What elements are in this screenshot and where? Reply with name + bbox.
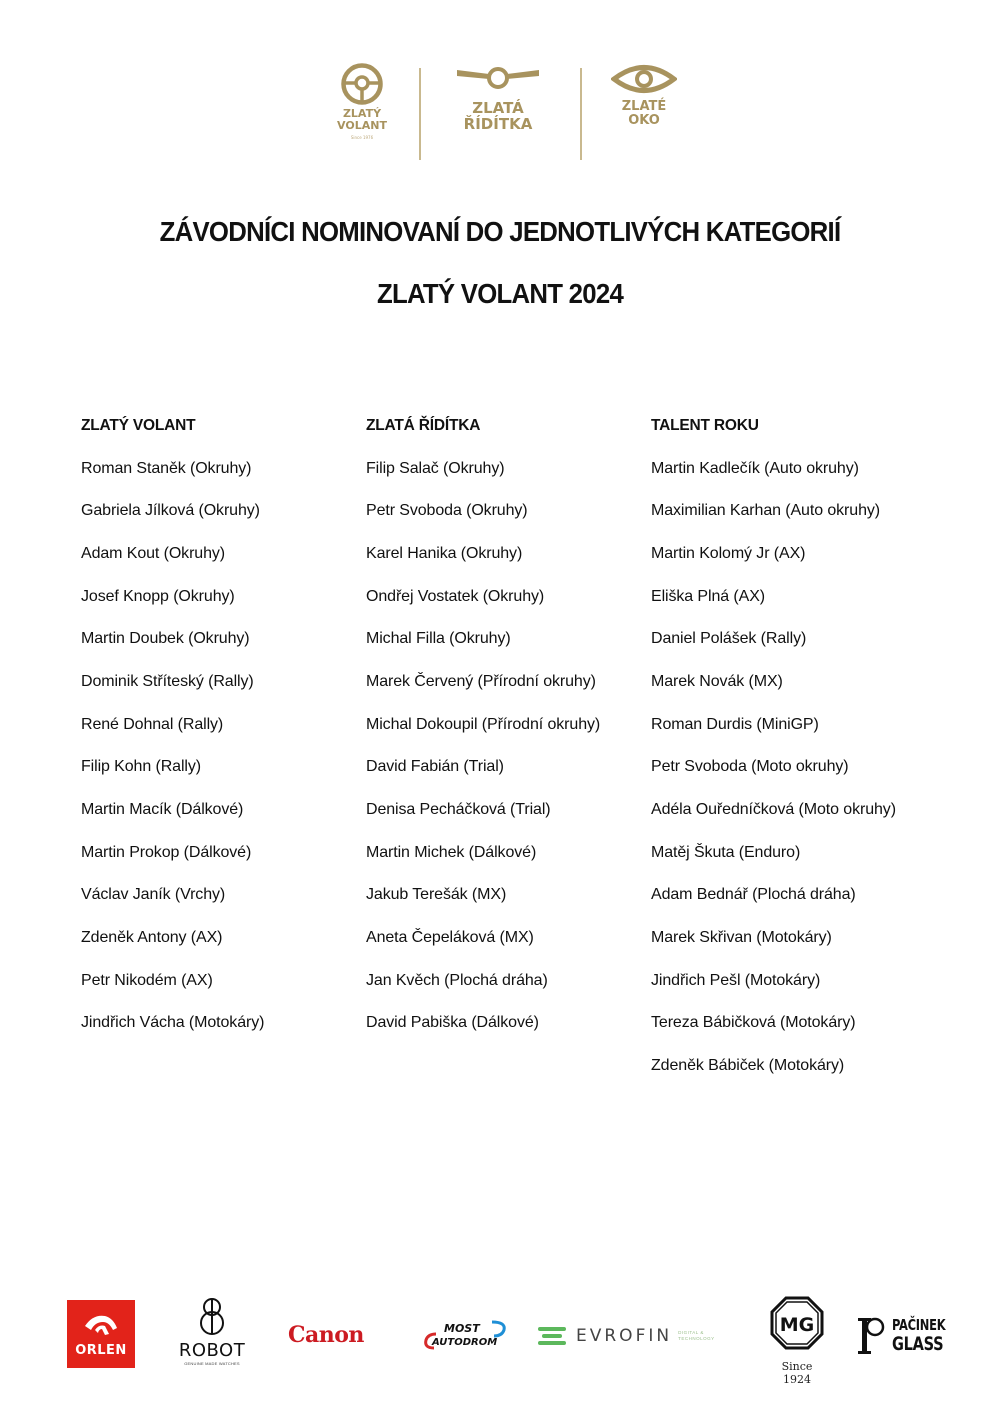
- nominee: Daniel Polášek (Rally): [651, 630, 807, 648]
- pacinek-line2: GLASS: [892, 1332, 944, 1355]
- pacinek-line1: PAČINEK: [892, 1315, 946, 1334]
- nominee: Jan Kvěch (Plochá dráha): [366, 971, 548, 989]
- robot-label: ROBOT: [178, 1340, 246, 1361]
- nominee: Ondřej Vostatek (Okruhy): [366, 587, 545, 605]
- evrofin-tag-line1: DIGITAL &: [678, 1330, 704, 1335]
- category-heading: ZLATÁ ŘÍDÍTKA: [366, 417, 481, 434]
- eye-icon: [611, 62, 677, 96]
- logo-pacinek-glass: [858, 1314, 955, 1356]
- nominee: Jindřich Pešl (Motokáry): [651, 971, 821, 989]
- logo-zlaty-volant-line2: VOLANT: [337, 119, 387, 132]
- header-logos: [0, 62, 1000, 162]
- nominee: Roman Staněk (Okruhy): [81, 459, 252, 477]
- category-talent-roku: [651, 412, 941, 1095]
- nominee: Marek Novák (MX): [651, 672, 783, 690]
- nominee: David Pabiška (Dálkové): [366, 1014, 539, 1032]
- logo-zlata-riditka-line1: ZLATÁ: [472, 99, 524, 117]
- orlen-label: ORLEN: [75, 1343, 127, 1358]
- nominee: Karel Hanika (Okruhy): [366, 544, 523, 562]
- most-autodrom-mark-icon: [422, 1318, 508, 1352]
- logo-orlen: [67, 1300, 135, 1368]
- nominee: David Fabián (Trial): [366, 758, 504, 776]
- nominee: Marek Skřivan (Motokáry): [651, 929, 832, 947]
- nominee: Gabriela Jílková (Okruhy): [81, 502, 260, 520]
- logo-zlate-oko-line2: OKO: [628, 113, 660, 128]
- nominee: Tereza Bábičková (Motokáry): [651, 1014, 856, 1032]
- logo-zlaty-volant: [330, 62, 394, 140]
- evrofin-tag-line2: TECHNOLOGY: [678, 1336, 715, 1341]
- nominee: Filip Kohn (Rally): [81, 758, 202, 776]
- nominee: Petr Svoboda (Okruhy): [366, 502, 528, 520]
- robot-mark-icon: [198, 1296, 226, 1336]
- category-zlata-riditka: [366, 412, 656, 1052]
- nominee: Zdeněk Bábiček (Motokáry): [651, 1057, 845, 1075]
- nominee: Jakub Terešák (MX): [366, 886, 507, 904]
- orlen-eagle-icon: [83, 1312, 119, 1338]
- logo-canon: Canon: [288, 1322, 364, 1348]
- logo-zlaty-volant-since: Since 1976: [350, 135, 374, 140]
- logo-evrofin: [538, 1326, 715, 1346]
- svg-text:AUTODROM: AUTODROM: [432, 1337, 498, 1348]
- category-zlaty-volant: [81, 412, 371, 1052]
- nominee: Dominik Stříteský (Rally): [81, 672, 254, 690]
- category-heading: TALENT ROKU: [651, 417, 759, 434]
- sponsor-logos: [0, 1296, 1000, 1386]
- nominee: Václav Janík (Vrchy): [81, 886, 226, 904]
- evrofin-tagline: [678, 1330, 715, 1342]
- page-title: ZÁVODNÍCI NOMINOVANÍ DO JEDNOTLIVÝCH KATEGORIÍ: [159, 216, 841, 247]
- nominee: Filip Salač (Okruhy): [366, 459, 505, 477]
- category-heading: ZLATÝ VOLANT: [81, 417, 196, 434]
- nominee: Michal Dokoupil (Přírodní okruhy): [366, 715, 601, 733]
- logo-divider: [580, 68, 582, 160]
- robot-subtitle: GENUINE MADE WATCHES: [184, 1361, 240, 1366]
- nominee: Roman Durdis (MiniGP): [651, 715, 819, 733]
- nominee: Marek Červený (Přírodní okruhy): [366, 672, 596, 690]
- nominee: Adam Bednář (Plochá dráha): [651, 886, 856, 904]
- svg-text:MG: MG: [779, 1314, 815, 1336]
- nominee: Michal Filla (Okruhy): [366, 630, 511, 648]
- nominee: Petr Svoboda (Moto okruhy): [651, 758, 849, 776]
- nominee: Martin Prokop (Dálkové): [81, 843, 252, 861]
- nominee: Martin Doubek (Okruhy): [81, 630, 250, 648]
- logo-zlate-oko-line1: ZLATÉ: [621, 99, 667, 114]
- nominee: Martin Michek (Dálkové): [366, 843, 537, 861]
- nominee: Josef Knopp (Okruhy): [81, 587, 235, 605]
- logo-zlaty-volant-line1: ZLATÝ: [342, 107, 382, 120]
- nominee: Martin Macík (Dálkové): [81, 801, 244, 818]
- logo-mg: [768, 1296, 826, 1386]
- logo-zlata-riditka: [448, 62, 548, 132]
- svg-text:MOST: MOST: [444, 1322, 480, 1335]
- nominee: Eliška Plná (AX): [651, 587, 765, 605]
- logo-divider: [419, 68, 421, 160]
- nominee: Jindřich Vácha (Motokáry): [81, 1014, 265, 1032]
- evrofin-label: EVROFIN: [576, 1326, 673, 1346]
- logo-robot: [170, 1296, 254, 1366]
- evrofin-mark-icon: [538, 1327, 566, 1345]
- logo-zlata-riditka-line2: ŘÍDÍTKA: [463, 115, 533, 133]
- page-subtitle: ZLATÝ VOLANT 2024: [376, 278, 624, 309]
- nominee: Zdeněk Antony (AX): [81, 929, 223, 947]
- nominee: Martin Kadlečík (Auto okruhy): [651, 459, 859, 477]
- pacinek-label: [892, 1317, 945, 1354]
- handlebar-icon: [453, 62, 543, 92]
- logo-most-autodrom: [422, 1318, 508, 1352]
- nominee: Aneta Čepeláková (MX): [366, 929, 534, 947]
- nominee: Adéla Ouředníčková (Moto okruhy): [651, 801, 896, 818]
- nominee: Martin Kolomý Jr (AX): [651, 544, 806, 562]
- steering-wheel-icon: [340, 62, 384, 106]
- nominee: Petr Nikodém (AX): [81, 971, 213, 989]
- logo-zlate-oko: [606, 62, 682, 128]
- nominee: Matěj Škuta (Enduro): [651, 843, 801, 861]
- nominee: Maximilian Karhan (Auto okruhy): [651, 502, 880, 520]
- pacinek-mark-icon: [858, 1314, 886, 1356]
- mg-since: Since 1924: [781, 1360, 813, 1386]
- nominee: René Dohnal (Rally): [81, 715, 224, 733]
- mg-octagon-icon: [770, 1296, 824, 1350]
- nominee: Denisa Pecháčková (Trial): [366, 801, 551, 818]
- nominee: Adam Kout (Okruhy): [81, 544, 226, 562]
